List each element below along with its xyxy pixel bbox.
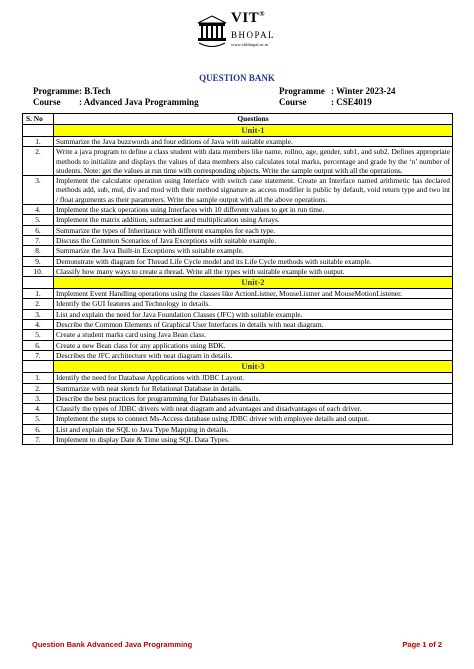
unit-header-row	[23, 361, 453, 373]
unit-title: Unit-2	[54, 277, 453, 289]
question-number: 4.	[23, 205, 54, 215]
sno-header: S. No	[23, 114, 54, 125]
question-row	[23, 330, 453, 340]
question-number: 1.	[23, 289, 54, 299]
question-text: Classify the types of JDBC drivers with neat diagram and advantages and disadvantages of each driver.	[54, 404, 453, 414]
question-row	[23, 299, 453, 309]
question-text: Summarize the Java Built-in Exceptions with suitable example.	[54, 246, 453, 256]
question-text: Describes the JFC architecture with neat diagram in details.	[54, 350, 453, 360]
question-row	[23, 205, 453, 215]
unit-header-blank-cell	[23, 125, 54, 137]
question-row	[23, 176, 453, 205]
question-row	[23, 137, 453, 147]
question-row	[23, 435, 453, 445]
logo-url: www.vitbhopal.ac.in	[231, 42, 269, 47]
question-row	[23, 373, 453, 383]
question-row	[23, 256, 453, 266]
unit-header-blank-cell	[23, 361, 54, 373]
question-text: Identify the GUI features and Technology in details.	[54, 299, 453, 309]
question-text: Summarize the types of Inheritance with different examples for each type.	[54, 225, 453, 235]
programme-label: Programme	[33, 86, 79, 96]
logo-name: VIT	[231, 10, 260, 26]
question-row	[23, 309, 453, 319]
question-number: 6.	[23, 225, 54, 235]
question-number: 4.	[23, 320, 54, 330]
question-row	[23, 350, 453, 360]
question-text: Create a new Bean class for any applications using BDK.	[54, 340, 453, 350]
question-number: 7.	[23, 235, 54, 245]
question-text: Demonstrate with diagram for Thread Life Cycle model and its Life Cycle methods with suitable example.	[54, 256, 453, 266]
question-text: Implement to display Date & Time using SQL Data Types.	[54, 435, 453, 445]
question-number: 4.	[23, 404, 54, 414]
unit-header-blank-cell	[23, 277, 54, 289]
question-row	[23, 147, 453, 176]
question-text: Create a student marks card using Java Bean class.	[54, 330, 453, 340]
question-number: 2.	[23, 299, 54, 309]
question-row	[23, 393, 453, 403]
question-text: Summarize the Java buzzwords and four editions of Java with suitable example.	[54, 137, 453, 147]
question-text: Discuss the Common Scenarios of Java Exceptions with suitable example.	[54, 235, 453, 245]
question-number: 1.	[23, 137, 54, 147]
course-value: : Advanced Java Programming	[79, 97, 199, 107]
term-label: Programme	[279, 86, 325, 96]
question-row	[23, 320, 453, 330]
logo-city: BHOPAL	[231, 30, 276, 40]
question-number: 2.	[23, 383, 54, 393]
question-number: 10.	[23, 266, 54, 276]
question-table	[22, 113, 453, 445]
question-row	[23, 424, 453, 434]
question-text: Implement Event Handling operations using the classes like ActionListner, MouseListner and MouseMotionListener.	[54, 289, 453, 299]
question-text: List and explain the SQL to Java Type Mapping in details.	[54, 424, 453, 434]
question-text: Write a java program to define a class student with data members like name, rollno, age, gender, sub1, and sub2. Defines appropriate methods to initialize and displays the values of data members also calculates total marks, percentage and grade by the ‘n’ number of students. Note: get the values at run time with corresponding objects. Write the sample output with all the operations.	[54, 147, 453, 176]
question-text: Summarize with neat sketch for Relational Database in details.	[54, 383, 453, 393]
question-text: Describe the Common Elements of Graphical User Interfaces in details with neat diagram.	[54, 320, 453, 330]
question-text: Implement the steps to connect Ms-Access database using JDBC driver with employee details and output.	[54, 414, 453, 424]
course-code-label: Course	[279, 97, 307, 107]
footer-title: Question Bank Advanced Java Programming	[32, 640, 193, 649]
vit-emblem-icon	[195, 14, 229, 50]
question-number: 8.	[23, 246, 54, 256]
question-number: 7.	[23, 350, 54, 360]
question-text: Implement the stack operations using Interfaces with 10 different values to get in run time.	[54, 205, 453, 215]
question-row	[23, 246, 453, 256]
question-text: Implement the matrix addition, subtraction and multiplication using Arrays.	[54, 215, 453, 225]
question-number: 6.	[23, 424, 54, 434]
logo-registered-mark: ®	[259, 10, 265, 18]
document-title: QUESTION BANK	[199, 73, 275, 83]
question-text: Describe the best practices for programming for Databases in details.	[54, 393, 453, 403]
question-number: 5.	[23, 414, 54, 424]
question-number: 5.	[23, 215, 54, 225]
term-value: : Winter 2023-24	[331, 86, 396, 96]
question-text: Implement the calculator operation using Interface with switch case statement. Create an Interface named arithmetic has declared methods add, sub, mul, div and mod with their method signature as access modifier is public by default, void return type and two int / float arguments as their parameters. Write the sample output with all the above operations.	[54, 176, 453, 205]
unit-header-row	[23, 277, 453, 289]
question-row	[23, 404, 453, 414]
questions-header: Questions	[54, 114, 453, 125]
question-number: 2.	[23, 147, 54, 176]
unit-title: Unit-3	[54, 361, 453, 373]
question-row	[23, 235, 453, 245]
question-number: 1.	[23, 373, 54, 383]
programme-value: : B.Tech	[79, 86, 111, 96]
question-number: 3.	[23, 176, 54, 205]
unit-title: Unit-1	[54, 125, 453, 137]
question-row	[23, 266, 453, 276]
question-row	[23, 215, 453, 225]
question-row	[23, 414, 453, 424]
unit-header-row	[23, 125, 453, 137]
question-text: List and explain the need for Java Foundation Classes (JFC) with suitable example.	[54, 309, 453, 319]
question-number: 3.	[23, 393, 54, 403]
question-row	[23, 340, 453, 350]
page-number: Page 1 of 2	[402, 640, 442, 649]
course-code-value: : CSE4019	[331, 97, 372, 107]
question-number: 5.	[23, 330, 54, 340]
course-label: Course	[33, 97, 61, 107]
table-header-row	[23, 114, 453, 125]
question-row	[23, 225, 453, 235]
question-table-body	[23, 125, 453, 445]
question-text: Classify how many ways to create a thread. Write all the types with suitable example with output.	[54, 266, 453, 276]
question-text: Identify the need for Database Applications with JDBC Layout.	[54, 373, 453, 383]
question-row	[23, 383, 453, 393]
question-row	[23, 289, 453, 299]
question-number: 7.	[23, 435, 54, 445]
question-number: 3.	[23, 309, 54, 319]
question-number: 9.	[23, 256, 54, 266]
vit-bhopal-logo	[187, 12, 287, 70]
question-number: 6.	[23, 340, 54, 350]
